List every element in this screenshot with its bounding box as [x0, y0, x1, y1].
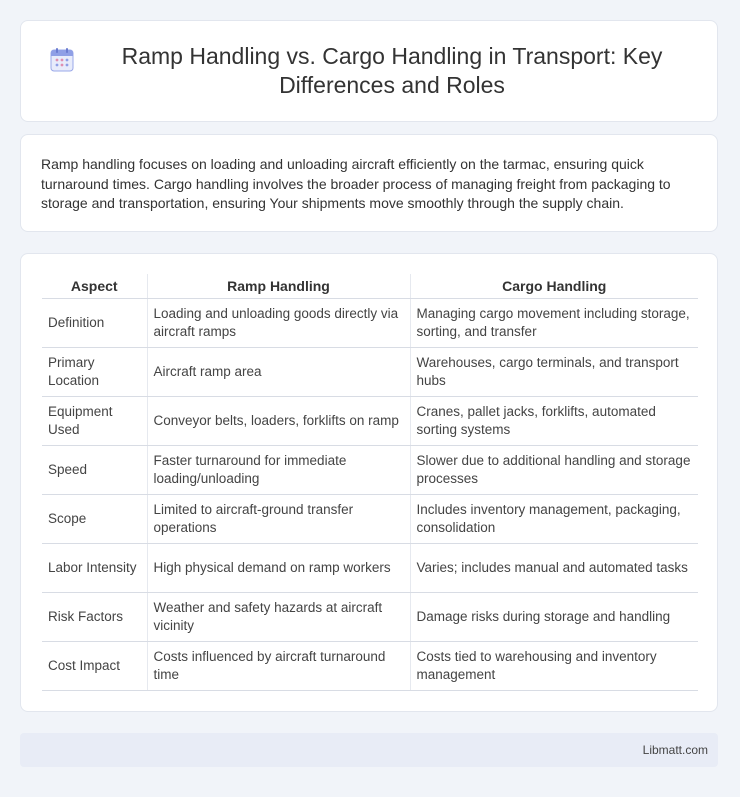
table-row [42, 593, 698, 642]
cell-ramp: Loading and unloading goods directly via aircraft ramps [147, 299, 410, 348]
cell-cargo: Warehouses, cargo terminals, and transport hubs [410, 348, 698, 397]
cell-aspect: Scope [42, 495, 147, 544]
calendar-icon [49, 47, 75, 73]
cell-ramp: Costs influenced by aircraft turnaround time [147, 642, 410, 691]
cell-aspect: Speed [42, 446, 147, 495]
summary-text: Ramp handling focuses on loading and unloading aircraft efficiently on the tarmac, ensuring quick turnaround times. Cargo handling involves the broader process of managing freight from packaging to storage and transportation, ensuring Your shipments move smoothly through the supply chain. [41, 156, 671, 211]
header-ramp-handling: Ramp Handling [147, 274, 410, 299]
cell-aspect: Risk Factors [42, 593, 147, 642]
table-row [42, 348, 698, 397]
cell-cargo: Managing cargo movement including storage, sorting, and transfer [410, 299, 698, 348]
cell-ramp: Limited to aircraft-ground transfer operations [147, 495, 410, 544]
comparison-table [42, 274, 698, 691]
cell-aspect: Labor Intensity [42, 544, 147, 593]
title-card [20, 20, 718, 122]
cell-cargo: Costs tied to warehousing and inventory management [410, 642, 698, 691]
header-cargo-handling: Cargo Handling [410, 274, 698, 299]
cell-ramp: Weather and safety hazards at aircraft vicinity [147, 593, 410, 642]
table-row [42, 446, 698, 495]
page-title: Ramp Handling vs. Cargo Handling in Transport: Key Differences and Roles [121, 43, 663, 98]
cell-ramp: Faster turnaround for immediate loading/unloading [147, 446, 410, 495]
cell-ramp: High physical demand on ramp workers [147, 544, 410, 593]
cell-aspect: Primary Location [42, 348, 147, 397]
header-aspect: Aspect [42, 274, 147, 299]
cell-ramp: Aircraft ramp area [147, 348, 410, 397]
footer [20, 733, 718, 767]
comparison-table-card [20, 253, 718, 712]
cell-cargo: Includes inventory management, packaging, consolidation [410, 495, 698, 544]
summary-card [20, 134, 718, 232]
table-row [42, 299, 698, 348]
table-row [42, 397, 698, 446]
cell-aspect: Equipment Used [42, 397, 147, 446]
cell-aspect: Definition [42, 299, 147, 348]
cell-cargo: Varies; includes manual and automated tasks [410, 544, 698, 593]
title-wrap [49, 42, 689, 100]
cell-cargo: Cranes, pallet jacks, forklifts, automated sorting systems [410, 397, 698, 446]
cell-cargo: Slower due to additional handling and storage processes [410, 446, 698, 495]
table-header-row [42, 274, 698, 299]
footer-site-link[interactable]: Libmatt.com [642, 743, 708, 757]
cell-cargo: Damage risks during storage and handling [410, 593, 698, 642]
cell-aspect: Cost Impact [42, 642, 147, 691]
cell-ramp: Conveyor belts, loaders, forklifts on ramp [147, 397, 410, 446]
table-row [42, 495, 698, 544]
table-row [42, 544, 698, 593]
table-row [42, 642, 698, 691]
